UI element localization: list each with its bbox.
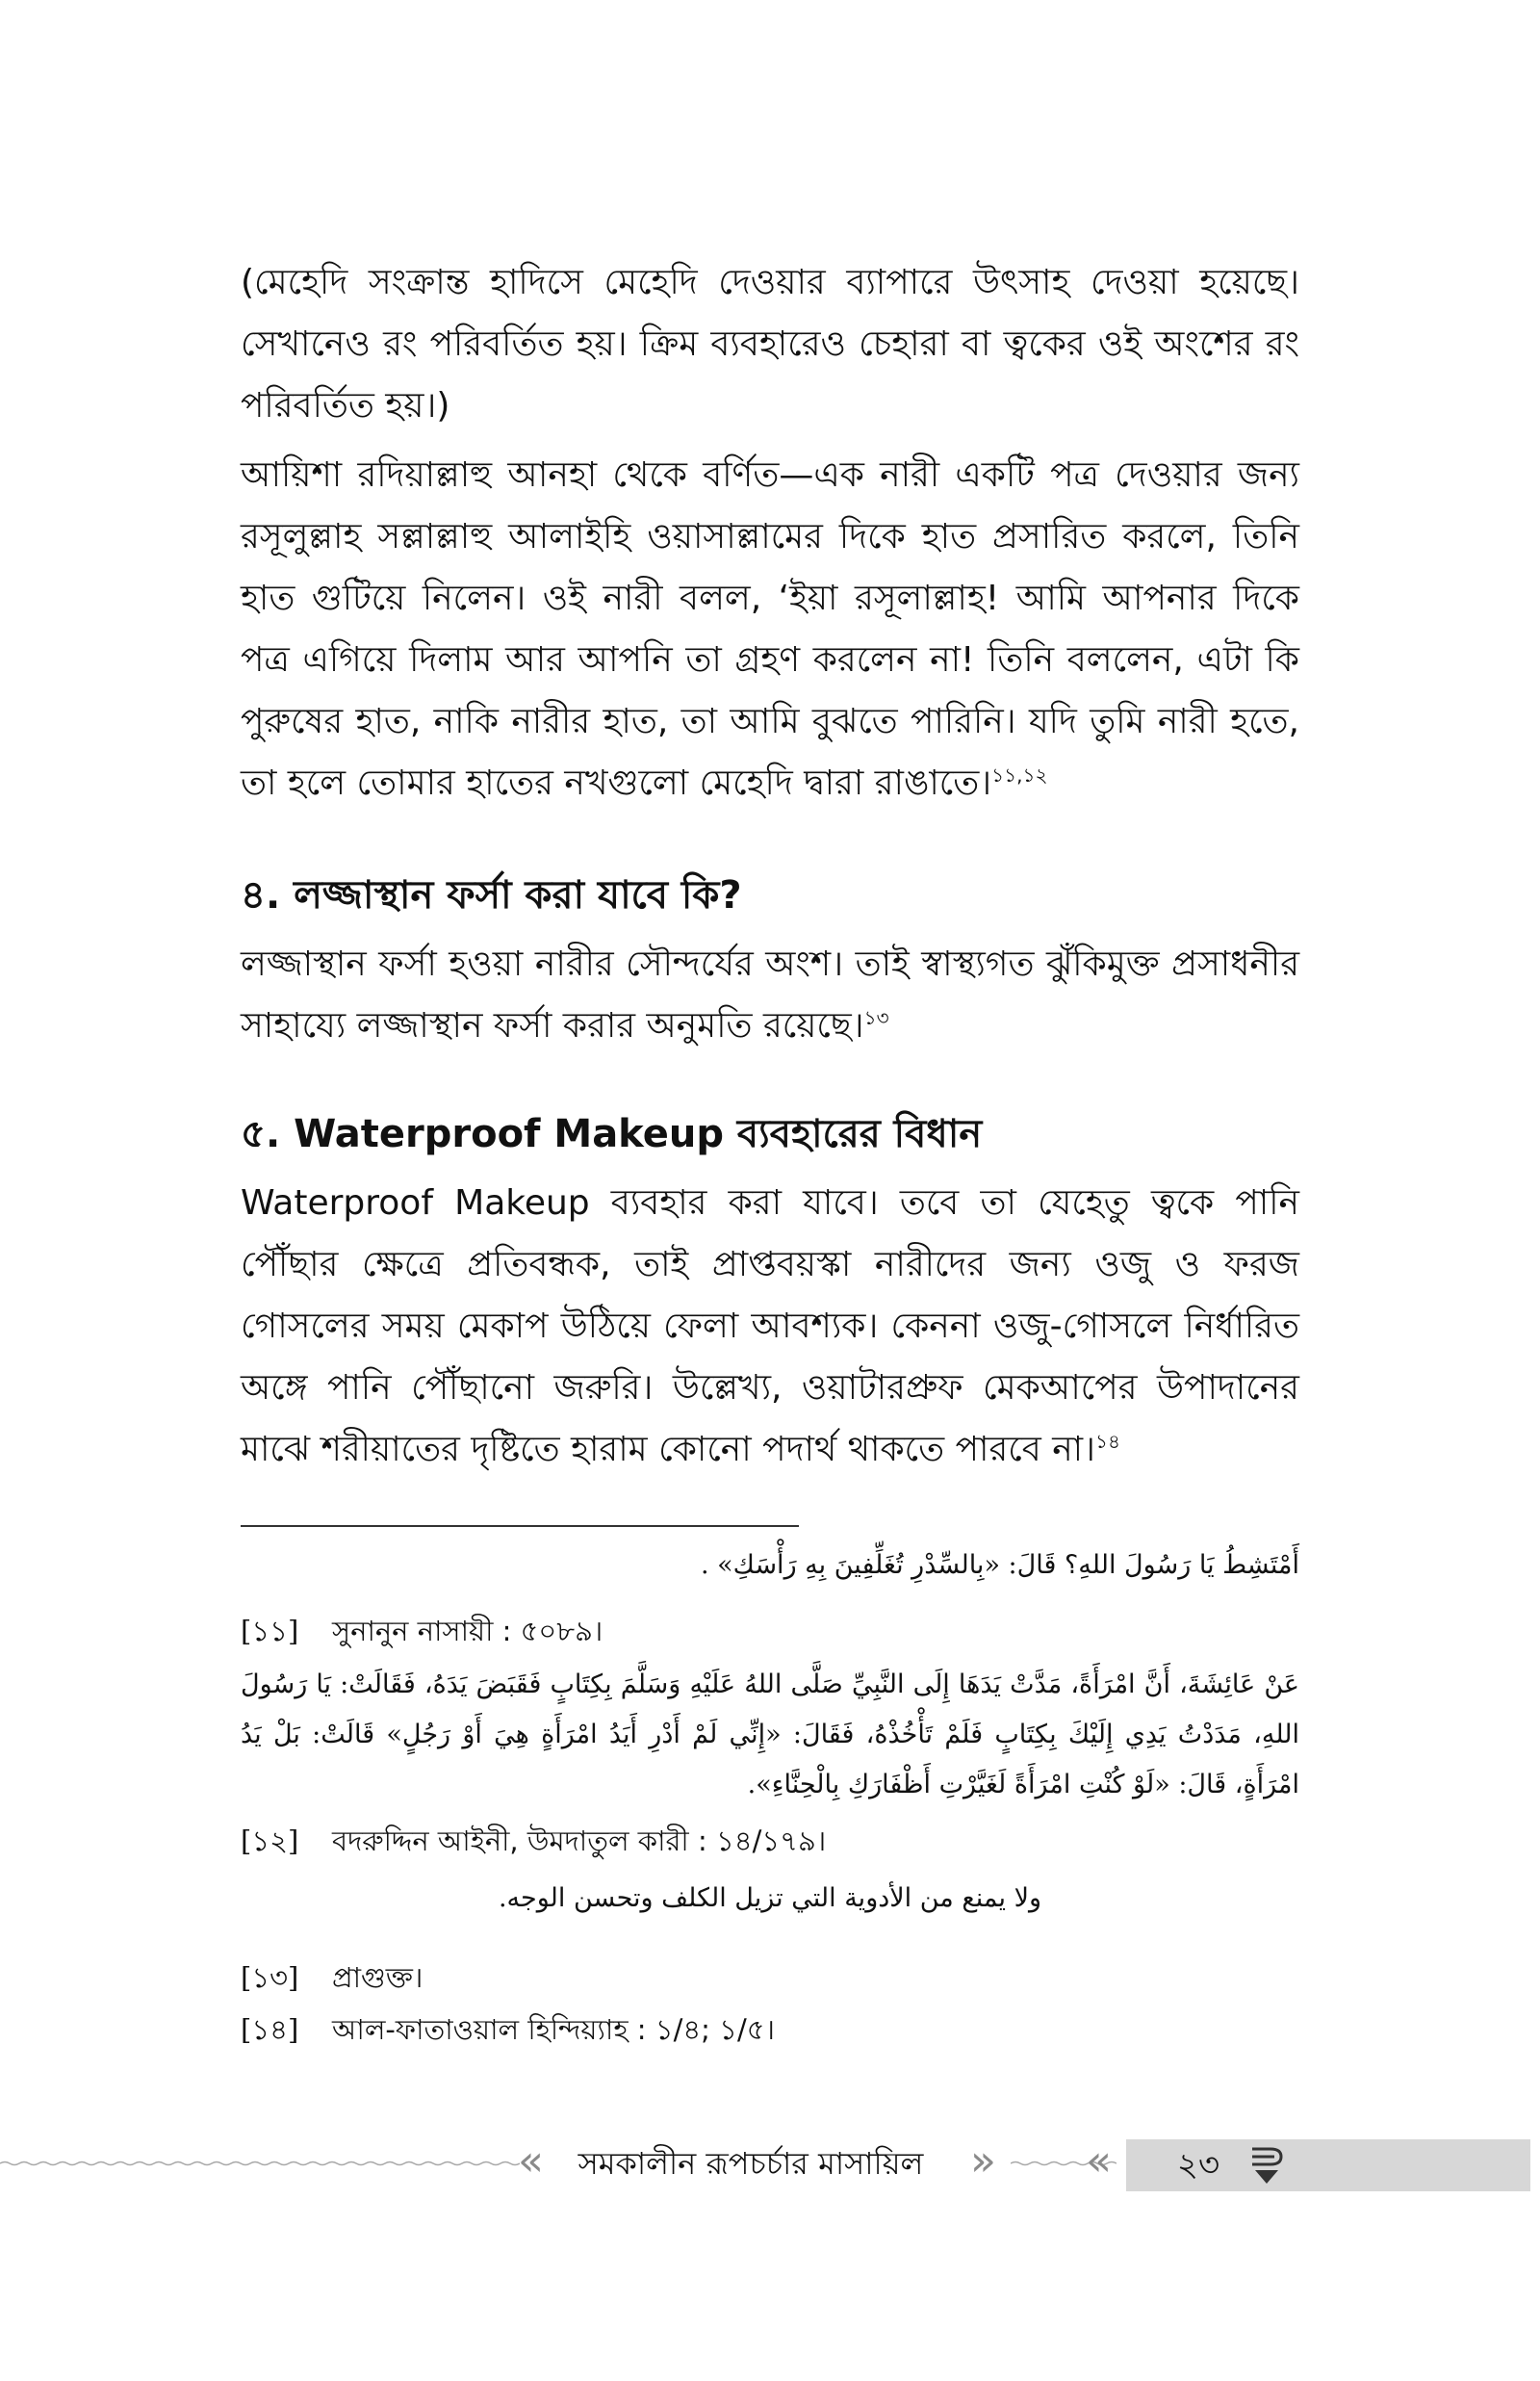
footnote-12-text: বদরুদ্দিন আইনী, উমদাতুল কারী : ১৪/১৭৯। bbox=[332, 1825, 827, 1857]
page-number: ২৩ bbox=[1176, 2146, 1220, 2185]
arabic-quote-12: ولا يمنع من الأدوية التي تزيل الكلف وتحسن الوجه. bbox=[498, 1883, 1042, 1913]
footnote-ref-14[interactable]: ১৪ bbox=[1095, 1430, 1120, 1453]
paragraph-2-text: আয়িশা রদিয়াল্লাহু আনহা থেকে বর্ণিত—এক নারী একটি পত্র দেওয়ার জন্য রসূলুল্লাহ সল্লাল্লাহু আলাইহি ওয়াসাল্লামের দিকে হাত প্রসারিত করলে, তিনি হাত গুটিয়ে নিলেন। ওই নারী বলল, ‘ইয়া রসূলাল্লাহ! আমি আপনার দিকে পত্র এগিয়ে দিলাম আর আপনি তা গ্রহণ করলেন না! তিনি বললেন, এটা কি পুরুষের হাত, নাকি নারীর হাত, তা আমি বুঝতে পারিনি। যদি তুমি নারী হতে, তা হলে তোমার হাতের নখগুলো মেহেদি দ্বারা রাঙাতে। bbox=[241, 455, 1299, 803]
footer-chevron-left-icon: « bbox=[518, 2136, 544, 2186]
footnote-14-text: আল-ফাতাওয়াল হিন্দিয়্যাহ : ১/৪; ১/৫। bbox=[332, 2013, 775, 2046]
footnote-ref-13[interactable]: ১৩ bbox=[863, 1006, 889, 1029]
paragraph-1 bbox=[241, 252, 1299, 437]
paragraph-2 bbox=[241, 445, 1299, 815]
footnote-11-text: সুনানুন নাসায়ী : ৫০৮৯। bbox=[332, 1615, 603, 1647]
footnote-11 bbox=[241, 1610, 1299, 1652]
footnote-13-number: [১৩] bbox=[241, 1961, 299, 1994]
footnote-12 bbox=[241, 1820, 1299, 1862]
footnote-divider bbox=[241, 1525, 799, 1527]
footer-wave-left bbox=[0, 2161, 520, 2166]
footer-book-title: সমকালীন রূপচর্চার মাসায়িল bbox=[578, 2145, 924, 2182]
footnote-13-text: প্রাগুক্ত। bbox=[332, 1961, 424, 1994]
arabic-quote-top: أَمْتَشِطُ يَا رَسُولَ اللهِ؟ قَالَ: «بِالسِّدْرِ تُغَلِّفِينَ بِهِ رَأْسَكِ» . bbox=[701, 1550, 1299, 1580]
paragraph-4-text: Waterproof Makeup ব্যবহার করা যাবে। তবে তা যেহেতু ত্বকে পানি পৌঁছার ক্ষেত্রে প্রতিবন্ধক, তাই প্রাপ্তবয়স্কা নারীদের জন্য ওজু ও ফরজ গোসলের সময় মেকাপ উঠিয়ে ফেলা আবশ্যক। কেননা ওজু-গোসলে নির্ধারিত অঙ্গে পানি পৌঁছানো জরুরি। উল্লেখ্য, ওয়াটারপ্রুফ মেকআপের উপাদানের মাঝে শরীয়াতের দৃষ্টিতে হারাম কোনো পদার্থ থাকতে পারবে না। bbox=[241, 1183, 1299, 1469]
paragraph-4 bbox=[241, 1173, 1299, 1481]
footer-chevron-double-icon: « bbox=[1086, 2136, 1112, 2186]
arabic-quote-11: عَنْ عَائِشَةَ، أَنَّ امْرَأَةً، مَدَّتْ يَدَهَا إِلَى النَّبِيِّ صَلَّى اللهُ عَلَيْهِ وَسَلَّمَ بِكِتَابٍ فَقَبَضَ يَدَهُ، فَقَالَتْ: يَا رَسُولَ اللهِ، مَدَدْتُ يَدِي إِلَيْكَ بِكِتَابٍ فَلَمْ تَأْخُذْهُ، فَقَالَ: «إِنِّي لَمْ أَدْرِ أَيَدُ امْرَأَةٍ هِيَ أَوْ رَجُلٍ» قَالَتْ: بَلْ يَدُ امْرَأَةٍ، قَالَ: «لَوْ كُنْتِ امْرَأَةً لَغَيَّرْتِ أَظْفَارَكِ بِالْحِنَّاءِ». bbox=[241, 1669, 1299, 1799]
footnote-13 bbox=[241, 1956, 1299, 1999]
section-heading-5: ৫. Waterproof Makeup ব্যবহারের বিধান bbox=[241, 1112, 983, 1156]
footer-chevron-right-icon: » bbox=[970, 2136, 996, 2186]
footnote-12-number: [১২] bbox=[241, 1825, 299, 1857]
paragraph-1-text: (মেহেদি সংক্রান্ত হাদিসে মেহেদি দেওয়ার ব্যাপারে উৎসাহ দেওয়া হয়েছে। সেখানেও রং পরিবর্তিত হয়। ক্রিম ব্যবহারেও চেহারা বা ত্বকের ওই অংশের রং পরিবর্তিত হয়।) bbox=[241, 263, 1299, 426]
footnote-14-number: [১৪] bbox=[241, 2013, 299, 2046]
footnote-11-number: [১১] bbox=[241, 1615, 299, 1647]
paragraph-3-text: লজ্জাস্থান ফর্সা হওয়া নারীর সৌন্দর্যের অংশ। তাই স্বাস্থ্যগত ঝুঁকিমুক্ত প্রসাধনীর সাহায্যে লজ্জাস্থান ফর্সা করার অনুমতি রয়েছে। bbox=[241, 945, 1299, 1046]
footnote-14 bbox=[241, 2008, 1299, 2051]
footnote-ref-11-12[interactable]: ১১,১২ bbox=[991, 763, 1048, 787]
section-heading-4: ৪. লজ্জাস্থান ফর্সা করা যাবে কি? bbox=[241, 873, 742, 918]
paragraph-3 bbox=[241, 934, 1299, 1057]
book-icon bbox=[1249, 2143, 1284, 2187]
